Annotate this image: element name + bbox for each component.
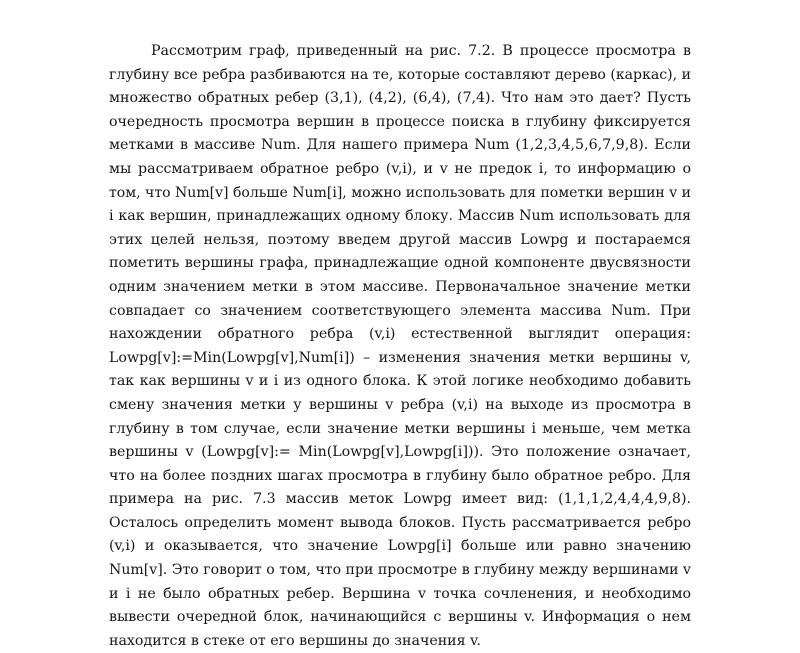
text-line: том, что Num[v] больше Num[i], можно использовать для пометки вершин v и [109,184,691,201]
text-line: примера на рис. 7.3 массив меток Lowpg имеет вид: (1,1,1,2,4,4,4,9,8). [109,491,691,508]
text-line: множество обратных ребер (3,1), (4,2), (6,4), (7,4). Что нам это дает? Пусть [109,90,691,107]
text-line: мы рассматриваем обратное ребро (v,i), и v не предок i, то информацию о [109,160,691,177]
text-line: так как вершины v и i из одного блока. К этой логике необходимо добавить [109,373,691,390]
text-line: пометить вершины графа, принадлежащие одной компоненте двусвязности [109,255,691,272]
document-paragraph [109,40,691,653]
text-line: вершины v (Lowpg[v]:= Min(Lowpg[v],Lowpg[i])). Это положение означает, [109,444,691,461]
text-line: i как вершин, принадлежащих одному блоку. Массив Num использовать для [109,208,691,225]
text-line: и i не было обратных ребер. Вершина v точка сочленения, и необходимо [109,585,691,602]
text-line: (v,i) и оказывается, что значение Lowpg[i] больше или равно значению [109,538,691,555]
text-line: очередность просмотра вершин в процессе поиска в глубину фиксируется [109,113,691,130]
text-line: смену значения метки у вершины v ребра (v,i) на выходе из просмотра в [109,396,691,413]
text-line: Lowpg[v]:=Min(Lowpg[v],Num[i]) – изменения значения метки вершины v, [109,349,691,366]
text-line: Num[v]. Это говорит о том, что при просмотре в глубину между вершинами v [109,562,692,579]
text-line: что на более поздних шагах просмотра в глубину было обратное ребро. Для [109,467,691,484]
text-line: нахождении обратного ребра (v,i) естественной выглядит операция: [109,326,691,343]
text-line: глубину все ребра разбиваются на те, которые составляют дерево (каркас), и [109,66,691,83]
text-line: вывести очередной блок, начинающийся с вершины v. Информация о нем [109,609,691,626]
text-line: одним значением метки в этом массиве. Первоначальное значение метки [109,278,691,295]
text-line: Осталось определить момент вывода блоков. Пусть рассматривается ребро [109,514,691,531]
text-line: метками в массиве Num. Для нашего примера Num (1,2,3,4,5,6,7,9,8). Если [109,137,691,154]
text-line: этих целей нельзя, поэтому введем другой массив Lowpg и постараемся [109,231,691,248]
text-line: находится в стеке от его вершины до значения v. [109,632,481,649]
text-line: совпадает со значением соответствующего элемента массива Num. При [109,302,691,319]
text-line: глубину в том случае, если значение метки вершины i меньше, чем метка [109,420,691,437]
text-line: Рассмотрим граф, приведенный на рис. 7.2. В процессе просмотра в [151,43,691,59]
